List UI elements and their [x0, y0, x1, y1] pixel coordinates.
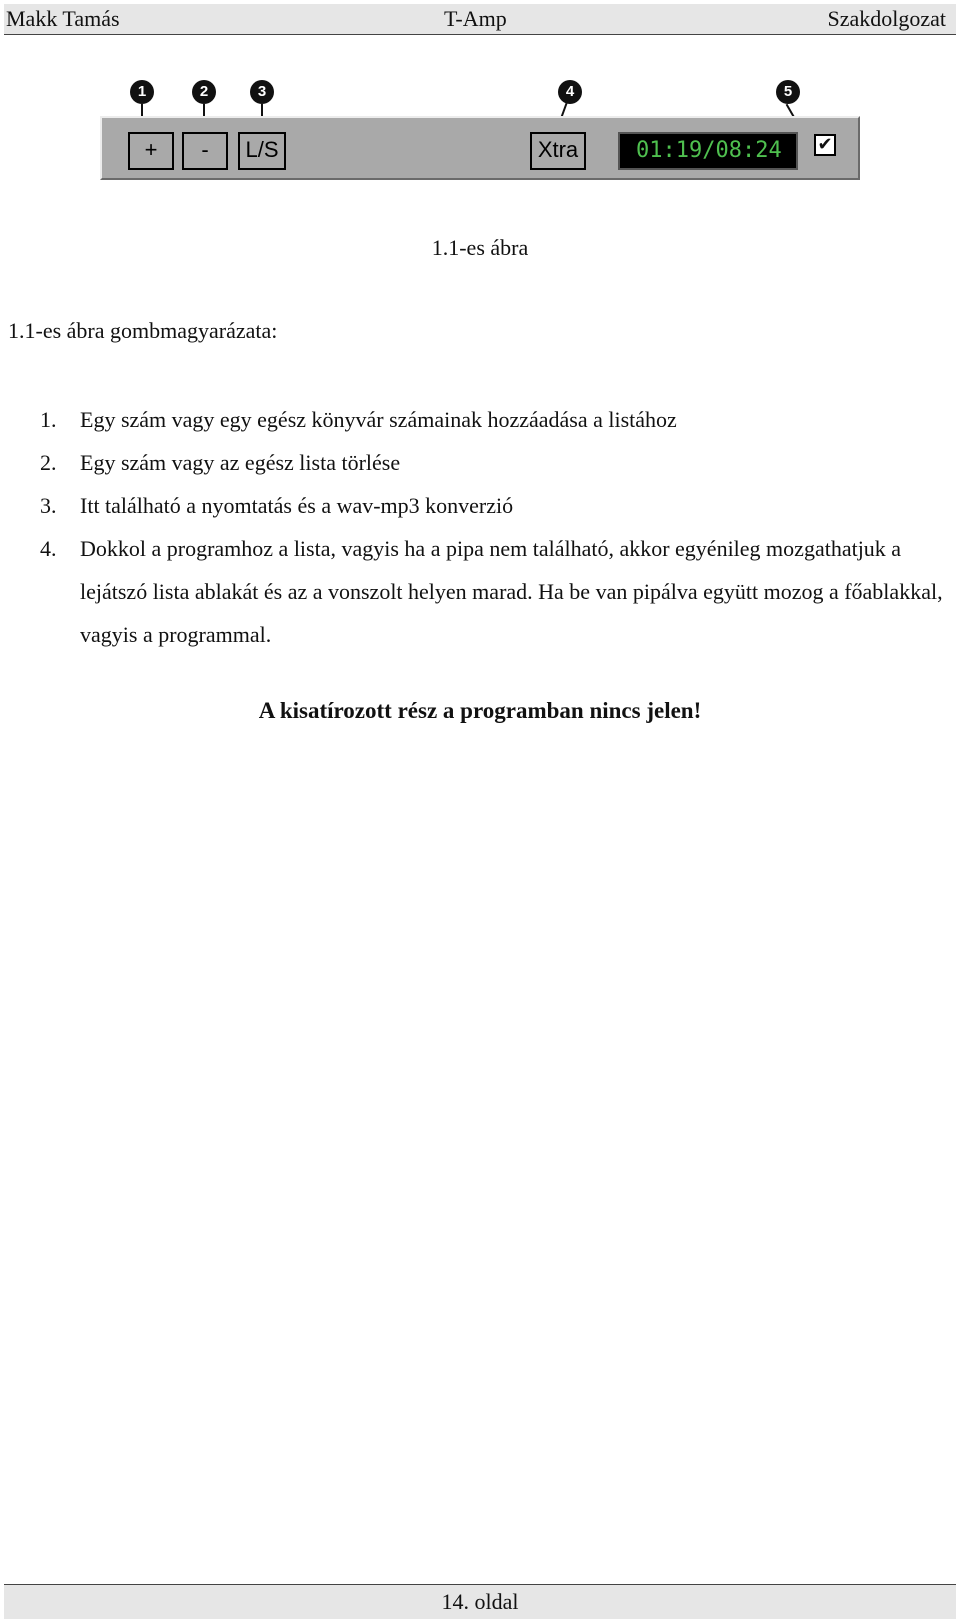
list-item-number: 3.	[40, 493, 57, 518]
page-number: 14. oldal	[441, 1589, 519, 1614]
list-item-text: Dokkol a programhoz a lista, vagyis ha a pipa nem található, akkor egyénileg mozgathatjuk a lejátszó lista ablakát és az a vonszolt helyen marad. Ha be van pipálva együtt mozog a főablakkal, vagyis a programmal.	[80, 536, 943, 647]
callout-3: 3	[250, 80, 274, 104]
list-item-text: Itt található a nyomtatás és a wav-mp3 konverzió	[80, 493, 514, 518]
dock-checkbox[interactable]: ✔	[814, 134, 836, 156]
page-header	[4, 4, 956, 35]
button-explanation-list	[40, 398, 950, 656]
bold-note: A kisatírozott rész a programban nincs jelen!	[258, 698, 702, 723]
callout-1: 1	[130, 80, 154, 104]
list-item	[40, 398, 950, 441]
header-author: Makk Tamás	[6, 6, 120, 31]
toolbar-figure	[100, 80, 862, 182]
list-item-number: 2.	[40, 450, 57, 475]
list-item-text: Egy szám vagy egy egész könyvár számainak hozzáadása a listához	[80, 407, 677, 432]
page-footer	[4, 1584, 956, 1619]
player-toolbar	[100, 116, 860, 180]
list-item-number: 1.	[40, 407, 57, 432]
add-button[interactable]: +	[128, 132, 174, 170]
list-item	[40, 484, 950, 527]
xtra-button[interactable]: Xtra	[530, 132, 586, 170]
remove-button[interactable]: -	[182, 132, 228, 170]
list-item	[40, 441, 950, 484]
time-display: 01:19/08:24	[618, 132, 798, 170]
header-title: T-Amp	[444, 6, 507, 31]
explanation-heading: 1.1-es ábra gombmagyarázata:	[8, 318, 278, 343]
ls-button[interactable]: L/S	[238, 132, 286, 170]
callout-5: 5	[776, 80, 800, 104]
list-item-text: Egy szám vagy az egész lista törlése	[80, 450, 401, 475]
header-doc-type: Szakdolgozat	[827, 6, 946, 31]
callout-4: 4	[558, 80, 582, 104]
callout-2: 2	[192, 80, 216, 104]
figure-caption: 1.1-es ábra	[431, 235, 529, 260]
list-item	[40, 527, 950, 656]
list-item-number: 4.	[40, 536, 57, 561]
